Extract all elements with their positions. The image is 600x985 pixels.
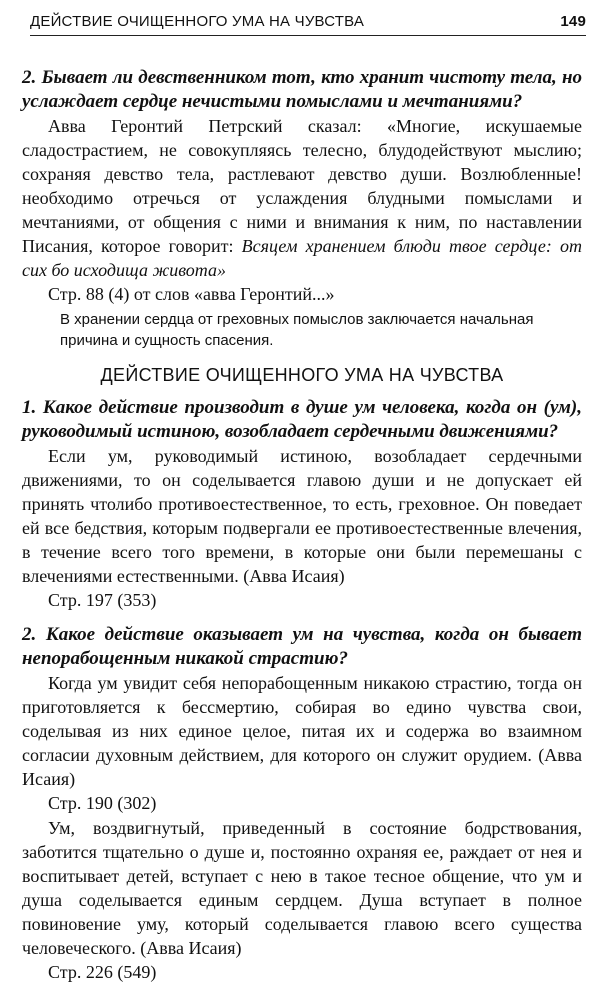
spacer <box>22 613 582 623</box>
answer-paragraph-isaiah-1: Если ум, руководимый истиною, возобладает сердечными движениями, то он соделывается главою души и не допускает ей принять чтолибо противоестественное, то есть, греховное. Он поведает ей все бедствия, которым подвергали ее противоестественные влечения, в течение всего того времени, в которые они были перемешаны с влечениями естественными. (Авва Исаия) <box>22 446 582 586</box>
question-mind-action: 1. Какое действие производит в душе ум человека, когда он (ум), руководимый истиною, возобладает сердечными движениями? <box>22 397 582 442</box>
reference-4: Стр. 226 (549) <box>48 962 157 982</box>
answer-text-gerontius: Авва Геронтий Петрский сказал: «Многие, искушаемые сладострастием, не совокупляясь телесно, блудодействуют мыслию; сохраняя девство тела, растлевают девство души. Возлюбленные! необходимо отречься от услаждения блудными помыслами и мечтаниями, от общения с ними и внимания к ним, по наставлении Писания, которое говорит: <box>22 116 582 256</box>
answer-paragraph-gerontius <box>22 114 582 282</box>
answer-paragraph-isaiah-3: Ум, воздвигнутый, приведенный в состояние бодрствования, заботится тщательно о душе и, постоянно охраняя ее, раждает от нея и воспитывает детей, вступает с нею в такое тесное общение, что ум и душа соделывается единым сердцем. Душа вступает в полное повиновение уму, который соделывается главою всего существа человеческого. (Авва Исаия) <box>22 818 582 958</box>
section-title: ДЕЙСТВИЕ ОЧИЩЕННОГО УМА НА ЧУВСТВА <box>100 365 504 385</box>
question-virginity: 2. Бывает ли девственником тот, кто хранит чистоту тела, но услаждает сердце нечистыми помыслами и мечтаниями? <box>22 67 582 112</box>
question-mind-on-senses: 2. Какое действие оказывает ум на чувства, когда он бывает непорабощенным никакой страстию? <box>22 624 582 669</box>
running-head-title: ДЕЙСТВИЕ ОЧИЩЕННОГО УМА НА ЧУВСТВА <box>30 13 365 30</box>
page-number: 149 <box>560 13 586 30</box>
reference-1: Стр. 88 (4) от слов «авва Геронтий...» <box>48 284 335 304</box>
scripture-quote: Всяцем хранением блюди твое сердце: от сих бо исходища живота» <box>22 236 582 280</box>
commentary-note: В хранении сердца от греховных помыслов заключается начальная причина и сущность спасения. <box>60 311 534 349</box>
page-body <box>22 66 582 985</box>
reference-3: Стр. 190 (302) <box>48 793 157 813</box>
running-head <box>30 8 586 36</box>
reference-2: Стр. 197 (353) <box>48 590 157 610</box>
answer-paragraph-isaiah-2: Когда ум увидит себя непорабощенным никакою страстию, тогда он приготовляется к бессмертию, собирая во едино чувства свои, соделывая из них единое целое, питая их и содержа во взаимном согласии духовным действием, для которого он служит орудием. (Авва Исаия) <box>22 673 582 789</box>
